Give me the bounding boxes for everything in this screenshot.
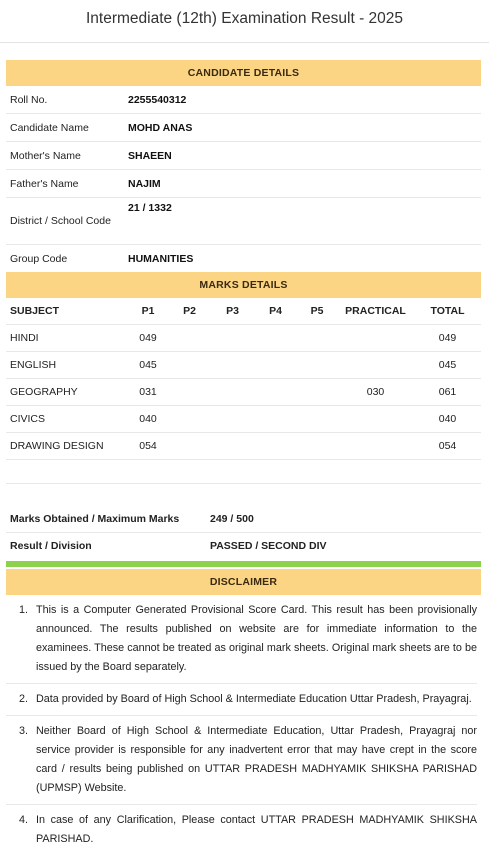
disclaimer-list <box>6 595 481 855</box>
district-school-code-value: 21 / 1332 <box>128 202 172 214</box>
mother-name-value: SHAEEN <box>128 149 172 162</box>
total-cell: 049 <box>414 325 481 352</box>
mother-name-label: Mother's Name <box>10 149 81 162</box>
marks-header-row <box>6 298 481 325</box>
p1-cell: 045 <box>128 352 168 379</box>
candidate-row <box>6 198 481 245</box>
subject-cell: GEOGRAPHY <box>6 379 128 406</box>
list-item <box>6 595 477 684</box>
page-title: Intermediate (12th) Examination Result - 2025 <box>0 0 489 43</box>
p4-cell <box>254 325 297 352</box>
item-number: 1. <box>18 604 28 616</box>
candidate-details <box>6 86 481 272</box>
p4-cell <box>254 406 297 433</box>
district-school-code-label: District / School Code <box>10 215 111 227</box>
result-card <box>0 43 489 855</box>
subject-cell: ENGLISH <box>6 352 128 379</box>
disclaimer-header: DISCLAIMER <box>6 569 481 595</box>
p1-cell: 040 <box>128 406 168 433</box>
p3-cell <box>211 325 254 352</box>
list-item <box>6 684 477 716</box>
list-item <box>6 716 477 805</box>
table-row <box>6 352 481 379</box>
table-row <box>6 379 481 406</box>
col-p4: P4 <box>254 298 297 325</box>
p2-cell <box>168 433 211 460</box>
candidate-row <box>6 114 481 142</box>
p1-cell: 049 <box>128 325 168 352</box>
candidate-details-header: CANDIDATE DETAILS <box>6 60 481 86</box>
subject-cell: HINDI <box>6 325 128 352</box>
result-division-label: Result / Division <box>10 540 92 552</box>
col-total: TOTAL <box>414 298 481 325</box>
group-code-label: Group Code <box>10 252 68 265</box>
col-p1: P1 <box>128 298 168 325</box>
spacer-row <box>6 484 481 506</box>
marks-table <box>6 298 481 460</box>
roll-no-label: Roll No. <box>10 93 48 106</box>
p3-cell <box>211 433 254 460</box>
table-row <box>6 406 481 433</box>
col-subject: SUBJECT <box>6 298 128 325</box>
father-name-label: Father's Name <box>10 177 79 190</box>
p2-cell <box>168 379 211 406</box>
col-practical: PRACTICAL <box>337 298 414 325</box>
item-number: 2. <box>18 693 28 705</box>
practical-cell <box>337 352 414 379</box>
result-division-row <box>6 533 481 559</box>
marks-details-header: MARKS DETAILS <box>6 272 481 298</box>
p2-cell <box>168 352 211 379</box>
total-cell: 040 <box>414 406 481 433</box>
p1-cell: 054 <box>128 433 168 460</box>
candidate-row <box>6 245 481 272</box>
practical-cell <box>337 433 414 460</box>
table-row <box>6 433 481 460</box>
item-number: 3. <box>18 725 28 737</box>
practical-cell <box>337 406 414 433</box>
item-text: Neither Board of High School & Intermediate Education, Uttar Pradesh, Prayagraj nor service provider is responsible for any inadvertent error that may have crept in the score card / results being published on UTTAR PRADESH MADHYAMIK SHIKSHA PARISHAD (UPMSP) Website. <box>36 725 477 794</box>
result-division-value: PASSED / SECOND DIV <box>210 540 327 552</box>
candidate-row <box>6 86 481 114</box>
p4-cell <box>254 433 297 460</box>
p4-cell <box>254 352 297 379</box>
green-divider <box>6 561 481 567</box>
p4-cell <box>254 379 297 406</box>
candidate-name-label: Candidate Name <box>10 121 89 134</box>
p3-cell <box>211 379 254 406</box>
spacer-row <box>6 460 481 484</box>
item-text: Data provided by Board of High School & Intermediate Education Uttar Pradesh, Prayagraj. <box>36 693 472 705</box>
p5-cell <box>297 406 337 433</box>
item-number: 4. <box>18 814 28 826</box>
item-text: This is a Computer Generated Provisional Score Card. This result has been provisionally announced. The results published on website are for immediate information to the examinees. These cannot be treated as original mark sheets. Original mark sheets are to be issued by the Board separately. <box>36 604 477 673</box>
table-row <box>6 325 481 352</box>
p5-cell <box>297 352 337 379</box>
total-cell: 061 <box>414 379 481 406</box>
subject-cell: DRAWING DESIGN <box>6 433 128 460</box>
item-text: In case of any Clarification, Please contact UTTAR PRADESH MADHYAMIK SHIKSHA PARISHAD. <box>36 814 477 845</box>
candidate-row <box>6 142 481 170</box>
col-p2: P2 <box>168 298 211 325</box>
p5-cell <box>297 325 337 352</box>
p3-cell <box>211 406 254 433</box>
p2-cell <box>168 325 211 352</box>
marks-obtained-label: Marks Obtained / Maximum Marks <box>10 513 180 525</box>
marks-obtained-value: 249 / 500 <box>210 513 254 525</box>
p2-cell <box>168 406 211 433</box>
col-p3: P3 <box>211 298 254 325</box>
subject-cell: CIVICS <box>6 406 128 433</box>
candidate-row <box>6 170 481 198</box>
father-name-value: NAJIM <box>128 177 161 190</box>
roll-no-value: 2255540312 <box>128 93 187 106</box>
list-item <box>6 805 477 855</box>
group-code-value: HUMANITIES <box>128 252 194 265</box>
p5-cell <box>297 379 337 406</box>
col-p5: P5 <box>297 298 337 325</box>
p3-cell <box>211 352 254 379</box>
total-cell: 045 <box>414 352 481 379</box>
marks-obtained-row <box>6 506 481 533</box>
p5-cell <box>297 433 337 460</box>
candidate-name-value: MOHD ANAS <box>128 121 193 134</box>
practical-cell: 030 <box>337 379 414 406</box>
total-cell: 054 <box>414 433 481 460</box>
p1-cell: 031 <box>128 379 168 406</box>
practical-cell <box>337 325 414 352</box>
